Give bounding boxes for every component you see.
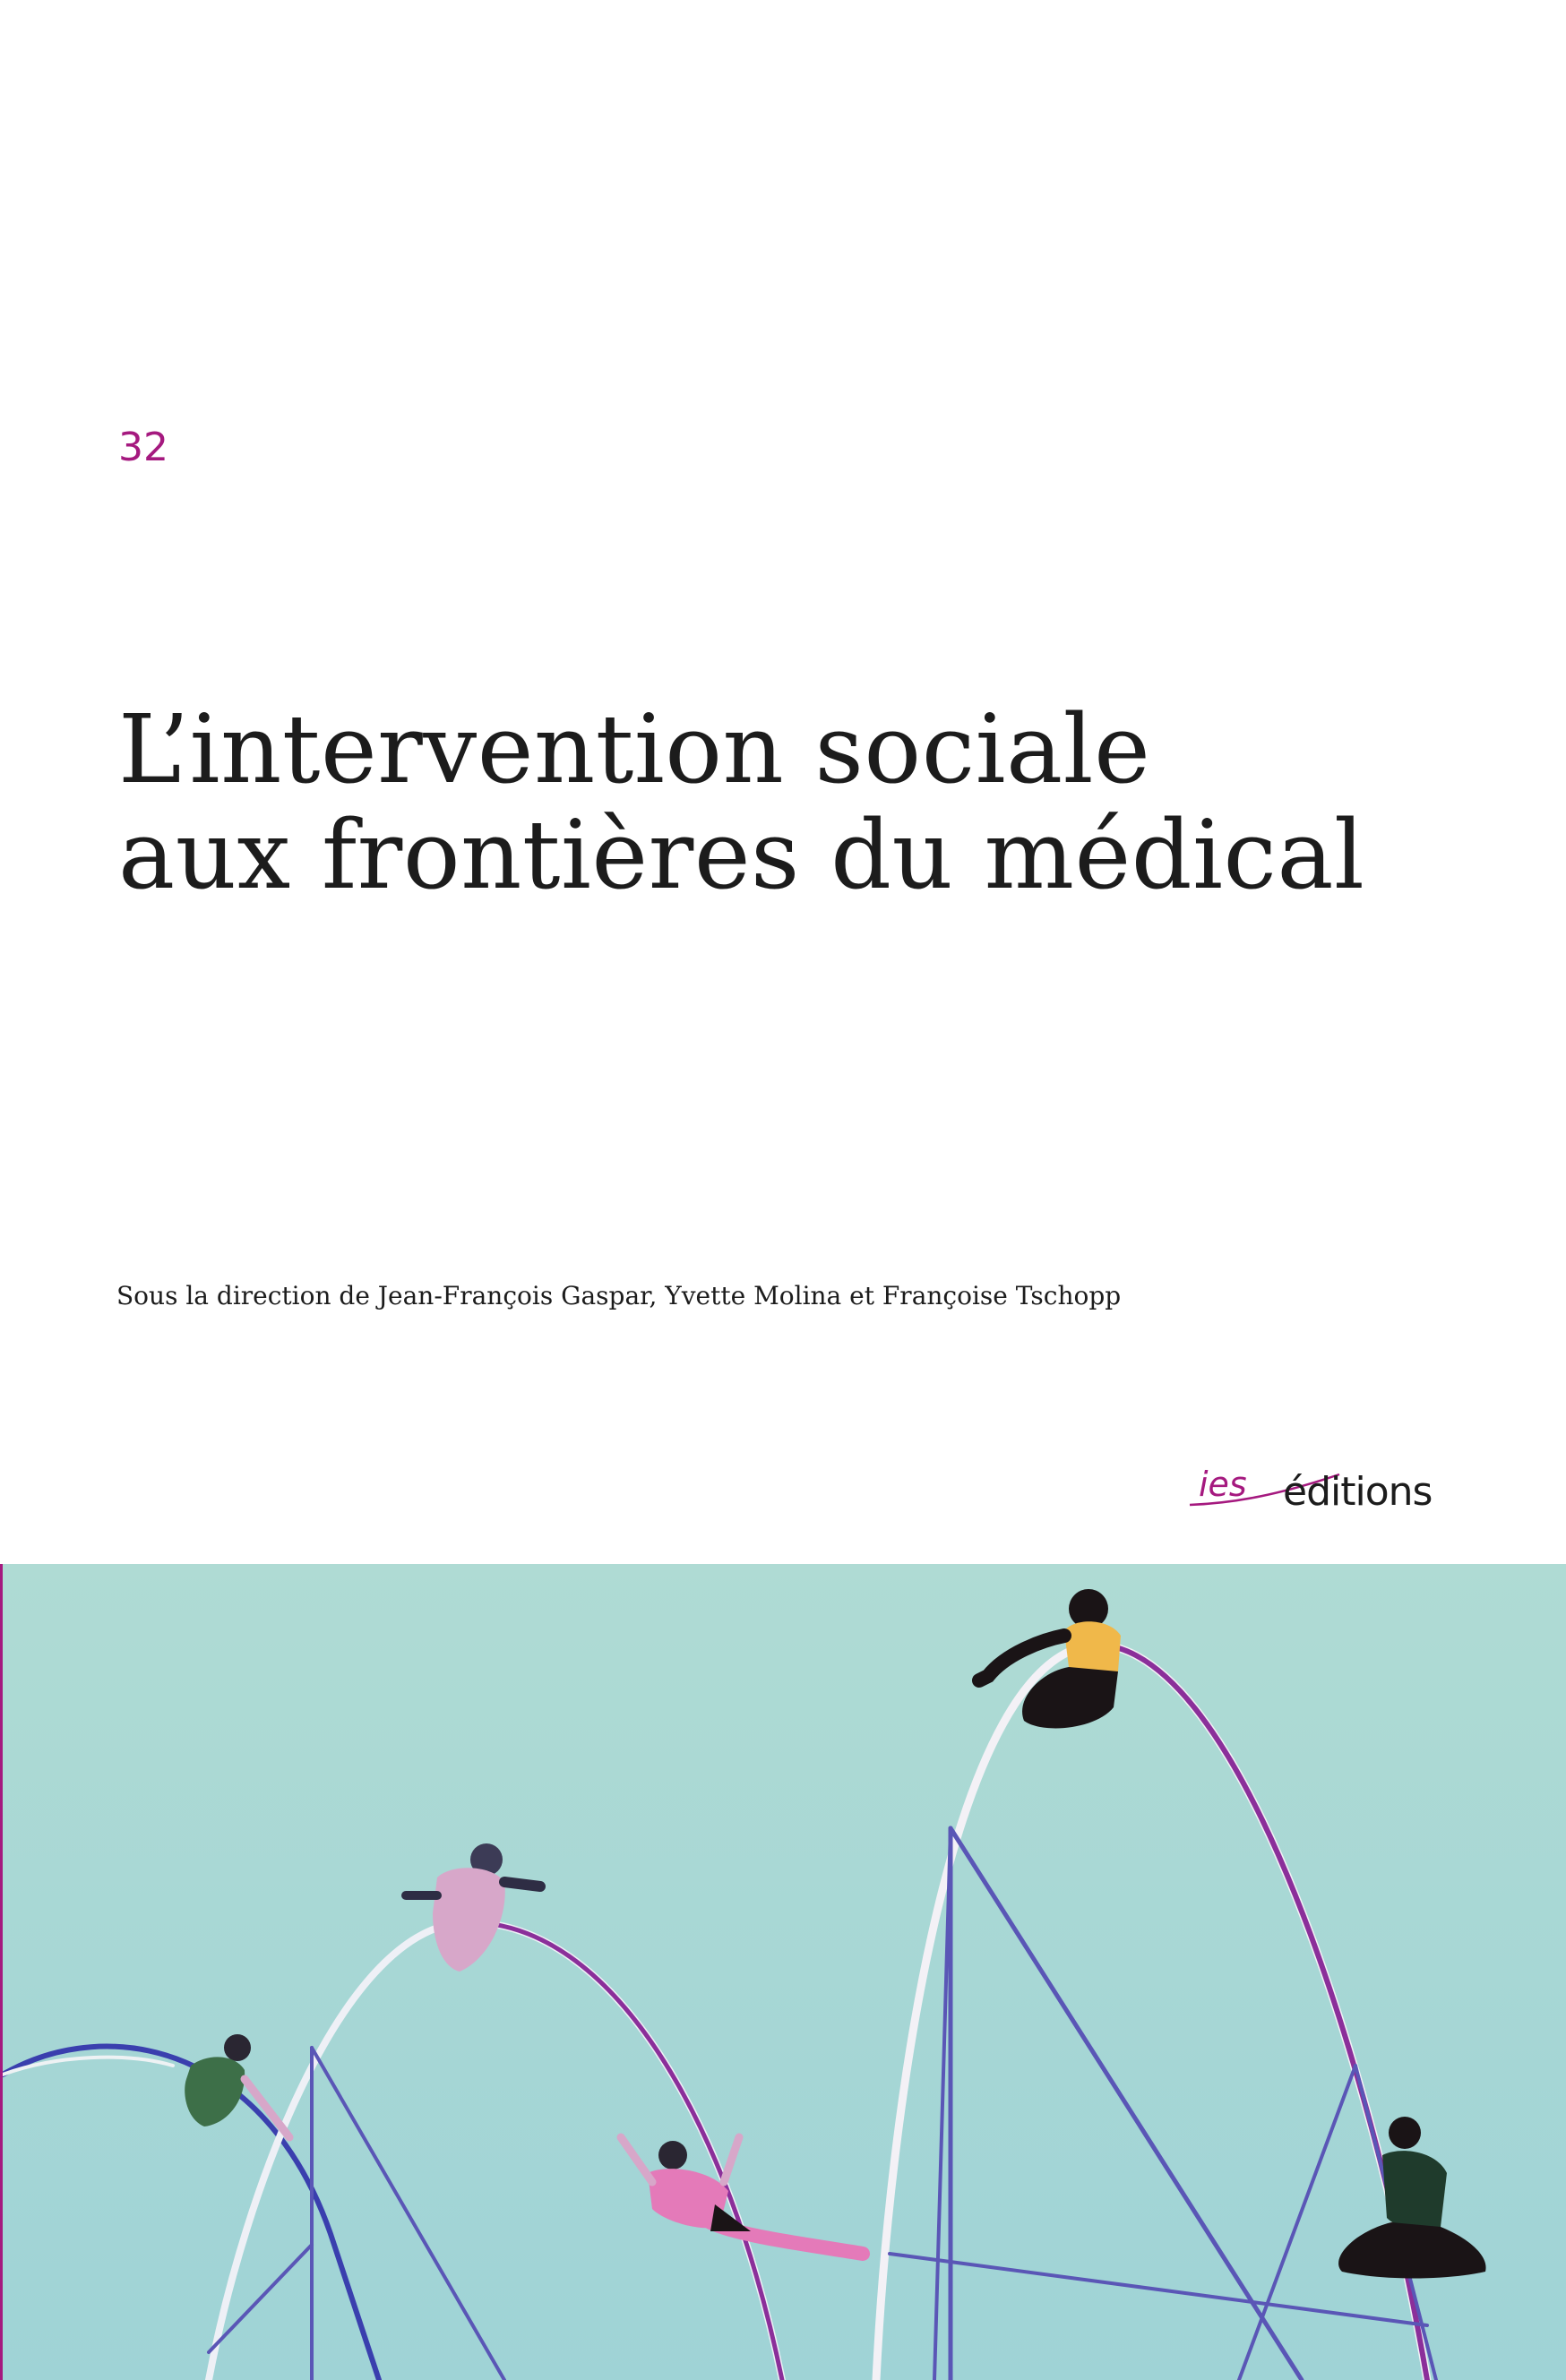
cover-photo [0, 1564, 1566, 2380]
book-title [118, 694, 1516, 910]
series-number: 32 [118, 425, 168, 470]
publisher-name: éditions [1283, 1469, 1433, 1515]
editors-credit: Sous la direction de Jean-François Gaspar, Yvette Molina et Françoise Tschopp [116, 1281, 1122, 1310]
publisher-prefix: ies [1199, 1465, 1247, 1504]
publisher-logo [1183, 1458, 1451, 1530]
book-title-line-1: L’intervention sociale [118, 694, 1151, 804]
book-title-line-2: aux frontières du médical [118, 800, 1365, 910]
acrobats-photo [3, 1564, 1566, 2380]
